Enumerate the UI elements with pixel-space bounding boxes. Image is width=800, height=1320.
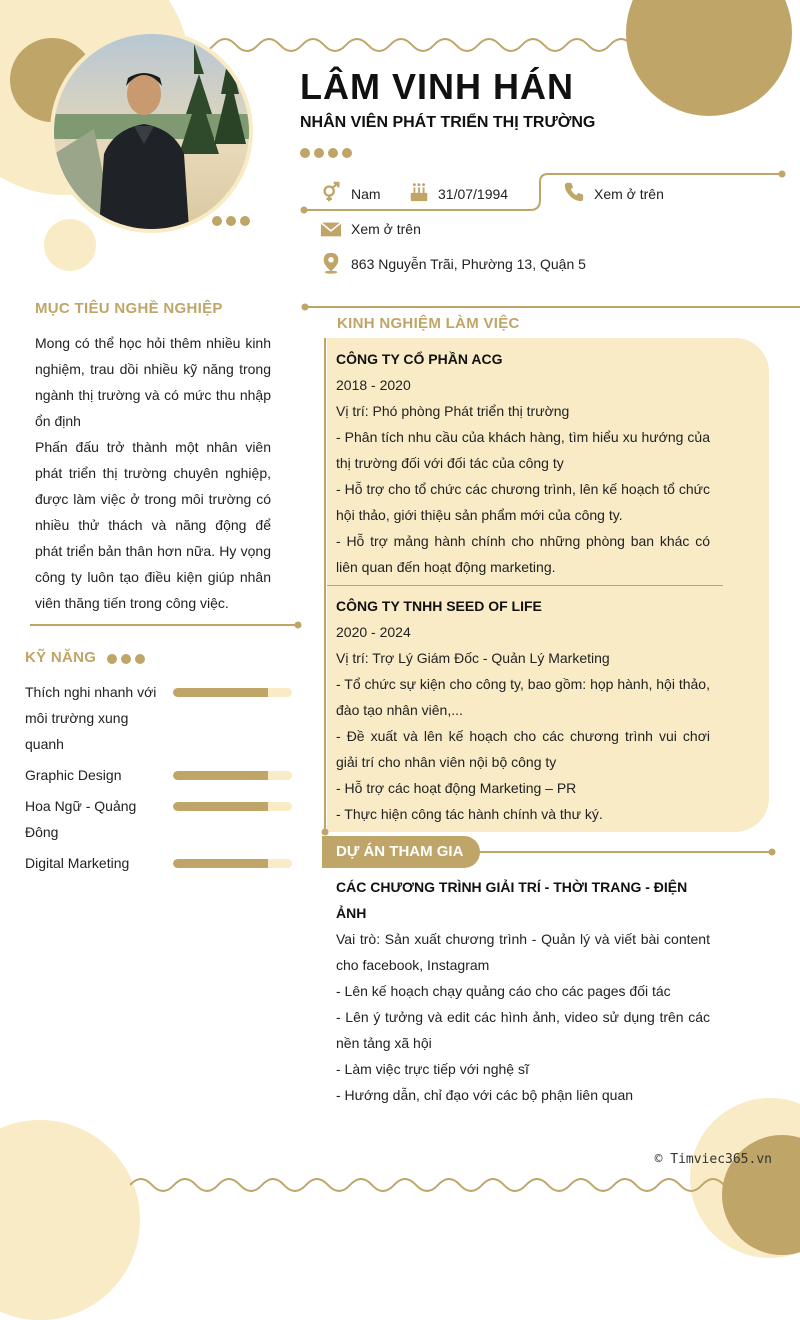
birthday-value: 31/07/1994: [438, 186, 509, 202]
job-separator: [327, 585, 723, 586]
job-duty: - Phân tích nhu cầu của khách hàng, tìm hiểu xu hướng của thị trường đối với đối tác của công ty: [336, 429, 710, 471]
projects-heading: DỰ ÁN THAM GIA: [322, 836, 480, 868]
gender-value: Nam: [351, 186, 381, 202]
skill-bar: [173, 802, 292, 811]
objective-divider: [30, 620, 305, 630]
job-duty: - Thực hiện công tác hành chính và thư ký.: [336, 806, 603, 822]
wave-line-top: [170, 30, 640, 60]
decor-cream-circle-small: [44, 219, 96, 271]
job-position: Vị trí: Phó phòng Phát triển thị trường: [336, 403, 570, 419]
project-task: - Hướng dẫn, chỉ đạo với các bộ phận liên quan: [336, 1087, 634, 1103]
skill-bar: [173, 859, 292, 868]
phone-value: Xem ở trên: [594, 186, 664, 202]
project-task: - Lên kế hoạch chạy quảng cáo cho các pages đối tác: [336, 983, 671, 999]
skill-label: Thích nghi nhanh với môi trường xung quanh: [25, 684, 157, 752]
job-period: 2018 - 2020: [336, 377, 411, 393]
candidate-name: LÂM VINH HÁN: [300, 66, 574, 107]
project-role: Vai trò: Sản xuất chương trình - Quản lý và viết bài content cho facebook, Instagram: [336, 931, 710, 973]
skill-bar-fill: [173, 802, 268, 811]
job-position: Vị trí: Trợ Lý Giám Đốc - Quản Lý Marketing: [336, 650, 610, 666]
birthday-cake-icon: [408, 181, 430, 203]
job-entry-1: [336, 346, 710, 580]
skill-label: Hoa Ngữ - Quảng Đông: [25, 798, 137, 840]
email-icon: [320, 218, 342, 240]
objective-paragraph-2: Phấn đấu trở thành một nhân viên phát triển thị trường chuyên nghiệp, được làm việc ở trong môi trường có nhiều thử thách và năng động để phát triển bản thân hơn nữa. Hy vọng công ty luôn tạo điều kiện giúp nhân viên thăng tiến trong công việc.: [35, 439, 271, 611]
email-value: Xem ở trên: [351, 221, 421, 237]
skill-bar: [173, 771, 292, 780]
job-duty: - Hỗ trợ cho tổ chức các chương trình, lên kế hoạch tổ chức hội thảo, giới thiệu sản phẩm mới của công ty.: [336, 481, 710, 523]
phone-icon: [563, 181, 585, 203]
experience-divider: [300, 302, 800, 312]
skills-dots: [107, 651, 149, 669]
objective-text: [35, 330, 271, 616]
skills-heading: KỸ NĂNG: [25, 649, 97, 666]
address-value: 863 Nguyễn Trãi, Phường 13, Quận 5: [351, 256, 586, 272]
skill-bar: [173, 688, 292, 697]
company-name: CÔNG TY TNHH SEED OF LIFE: [336, 598, 542, 614]
skill-bar-fill: [173, 859, 268, 868]
title-dots: [300, 145, 356, 163]
skill-label: Digital Marketing: [25, 855, 130, 871]
company-name: CÔNG TY CỔ PHẦN ACG: [336, 351, 503, 367]
job-duty: - Tổ chức sự kiện cho công ty, bao gồm: họp hành, hội thảo, đào tạo nhân viên,...: [336, 676, 710, 718]
job-duty: - Đề xuất và lên kế hoạch cho các chương trình vui chơi giải trí cho nhân viên nội bộ công ty: [336, 728, 710, 770]
objective-paragraph-1: Mong có thể học hỏi thêm nhiều kinh nghiệm, trau dồi nhiều kỹ năng trong ngành thị trường và có mức thu nhập ổn định: [35, 335, 271, 429]
decor-gold-circle-top-right: [626, 0, 792, 116]
decor-cream-circle-bottom-left: [0, 1120, 140, 1320]
footer-credit: © Timviec365.vn: [654, 1152, 772, 1167]
job-title: NHÂN VIÊN PHÁT TRIỂN THỊ TRƯỜNG: [300, 114, 596, 131]
project-title: CÁC CHƯƠNG TRÌNH GIẢI TRÍ - THỜI TRANG - ĐIỆN ẢNH: [336, 879, 688, 921]
skill-bar-fill: [173, 771, 268, 780]
skill-bar-fill: [173, 688, 268, 697]
gender-icon: [320, 181, 342, 203]
job-period: 2020 - 2024: [336, 624, 411, 640]
project-entry: [336, 874, 710, 1108]
location-pin-icon: [320, 252, 342, 274]
skill-label: Graphic Design: [25, 767, 122, 783]
project-task: - Lên ý tưởng và edit các hình ảnh, video sử dụng trên các nền tảng xã hội: [336, 1009, 710, 1051]
projects-divider: [470, 847, 780, 857]
job-duty: - Hỗ trợ các hoạt động Marketing – PR: [336, 780, 577, 796]
objective-heading: MỤC TIÊU NGHỀ NGHIỆP: [35, 300, 223, 317]
photo-dots: [212, 213, 254, 231]
project-task: - Làm việc trực tiếp với nghệ sĩ: [336, 1061, 529, 1077]
wave-line-bottom: [130, 1170, 730, 1200]
experience-heading: KINH NGHIỆM LÀM VIỆC: [337, 315, 520, 332]
job-entry-2: [336, 593, 710, 827]
job-duty: - Hỗ trợ mảng hành chính cho những phòng ban khác có liên quan đến hoạt động marketing.: [336, 533, 710, 575]
experience-side-line: [320, 338, 332, 838]
profile-photo: [50, 30, 253, 233]
